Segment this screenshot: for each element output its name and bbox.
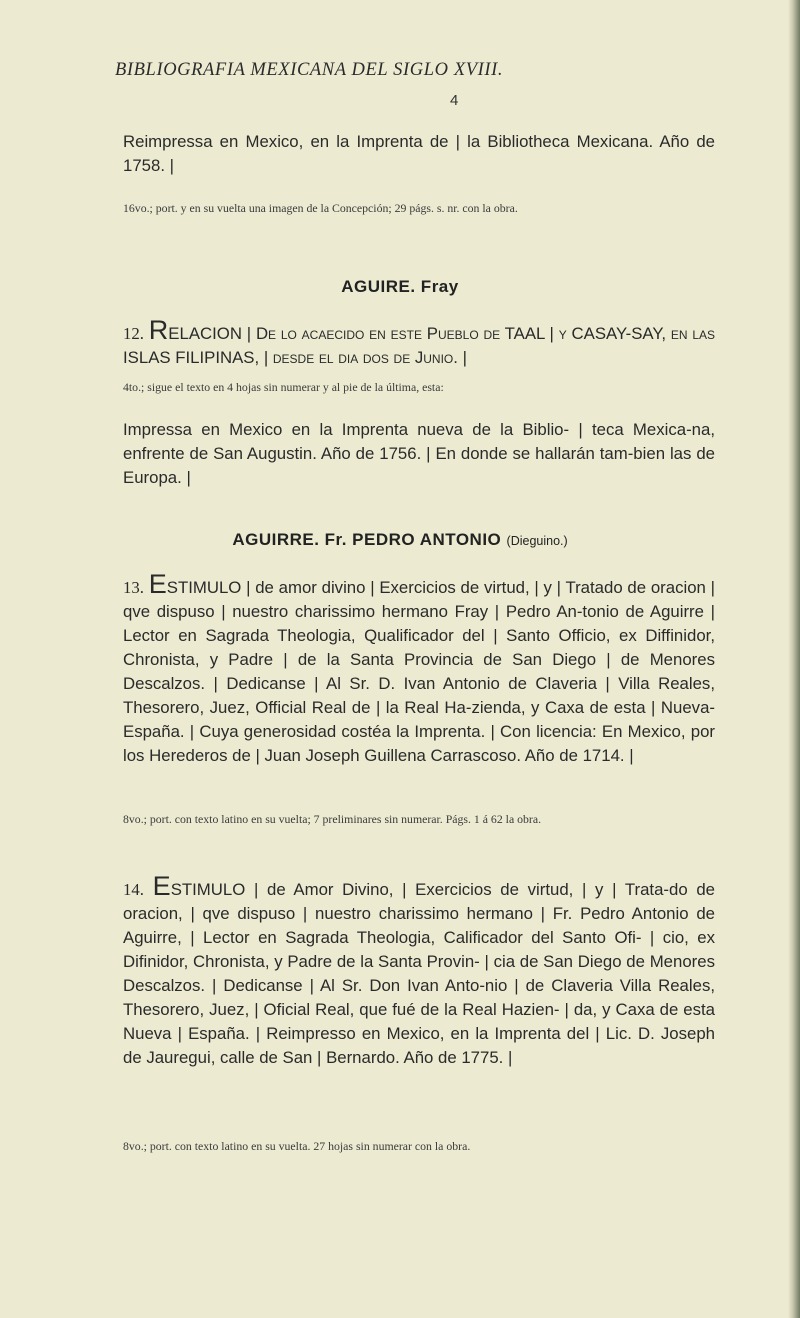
entry-12-note: 4to.; sigue el texto en 4 hojas sin numerar y al pie de la última, esta: bbox=[123, 380, 444, 394]
entry-number: 14. bbox=[123, 880, 144, 899]
author-order: (Dieguino.) bbox=[506, 534, 568, 548]
entry-14 bbox=[123, 873, 715, 1070]
entry-title: STIMULO | de Amor Divino, | Exercicios de virtud, | y | Trata-do de oracion, | qve dispuso | nuestro charissimo hermano | Fr. Pedro Antonio de Aguirre, | Lector en Sagrada Theologia, Calificador del Santo Ofi- | cio, ex Difinidor, Chronista, y Padre de la Santa Provin- | cia de San Diego de Menores Descalzos. | Dedicanse | Al Sr. Don Ivan Anto-nio | de Claveria Villa Reales, Thesorero, Juez, | Oficial Real, que fué de la Real Hazien- | da, y Caxa de esta Nueva | España. | Reimpresso en Mexico, en la Imprenta del | Lic. D. Joseph de Jauregui, calle de San | Bernardo. Año de 1775. | bbox=[123, 880, 715, 1067]
entry-number: 12. bbox=[123, 324, 144, 343]
entry-title: STIMULO | de amor divino | Exercicios de virtud, | y | Tratado de oracion | qve dispuso | nuestro charissimo hermano Fray | Pedro An-tonio de Aguirre | Lector en Sagrada Theologia, Qualificador del | Santo Officio, ex Diffinidor, Chronista, y Padre | de la Santa Provincia de San Diego | de Menores Descalzos. | Dedicanse | Al Sr. D. Ivan Antonio de Claveria | Villa Reales, Thesorero, Juez, Official Real de | la Real Ha-zienda, y Caxa de esta | Nueva-España. | Cuya generosidad costéa la Imprenta. | Con licencia: En Mexico, por los Herederos de | Juan Joseph Guillena Carrascoso. Año de 1714. | bbox=[123, 578, 715, 765]
reprint-imprint: Reimpressa en Mexico, en la Imprenta de | la Bibliotheca Mexicana. Año de 1758. | bbox=[123, 132, 715, 175]
author-heading-aguire: AGUIRE. Fray bbox=[341, 277, 459, 296]
drop-initial: E bbox=[148, 569, 167, 599]
entry-12 bbox=[123, 317, 715, 370]
running-head: BIBLIOGRAFIA MEXICANA DEL SIGLO XVIII. bbox=[115, 60, 504, 80]
page-edge-shadow bbox=[788, 0, 800, 1318]
entry-number: 13. bbox=[123, 578, 144, 597]
entry-title: ELACION | De lo acaecido en este Pueblo de TAAL | y CASAY-SAY, en las ISLAS FILIPINAS, | desde el dia dos de Junio. | bbox=[123, 324, 715, 367]
author-name: AGUIRRE. Fr. PEDRO ANTONIO bbox=[232, 530, 502, 549]
page-number: 4 bbox=[450, 92, 459, 109]
entry-12-imprint: Impressa en Mexico en la Imprenta nueva de la Biblio- | teca Mexica-na, enfrente de San Augustin. Año de 1756. | En donde se hallarán tam-bien las de Europa. | bbox=[123, 420, 715, 487]
drop-initial: E bbox=[152, 871, 171, 901]
drop-initial: R bbox=[148, 315, 169, 345]
reprint-note: 16vo.; port. y en su vuelta una imagen de la Concepción; 29 págs. s. nr. con la obra. bbox=[123, 201, 518, 215]
entry-13-note: 8vo.; port. con texto latino en su vuelta; 7 preliminares sin numerar. Págs. 1 á 62 la obra. bbox=[123, 812, 542, 826]
author-heading-aguirre bbox=[0, 530, 800, 550]
entry-14-note: 8vo.; port. con texto latino en su vuelta. 27 hojas sin numerar con la obra. bbox=[123, 1139, 471, 1153]
entry-13 bbox=[123, 571, 715, 768]
